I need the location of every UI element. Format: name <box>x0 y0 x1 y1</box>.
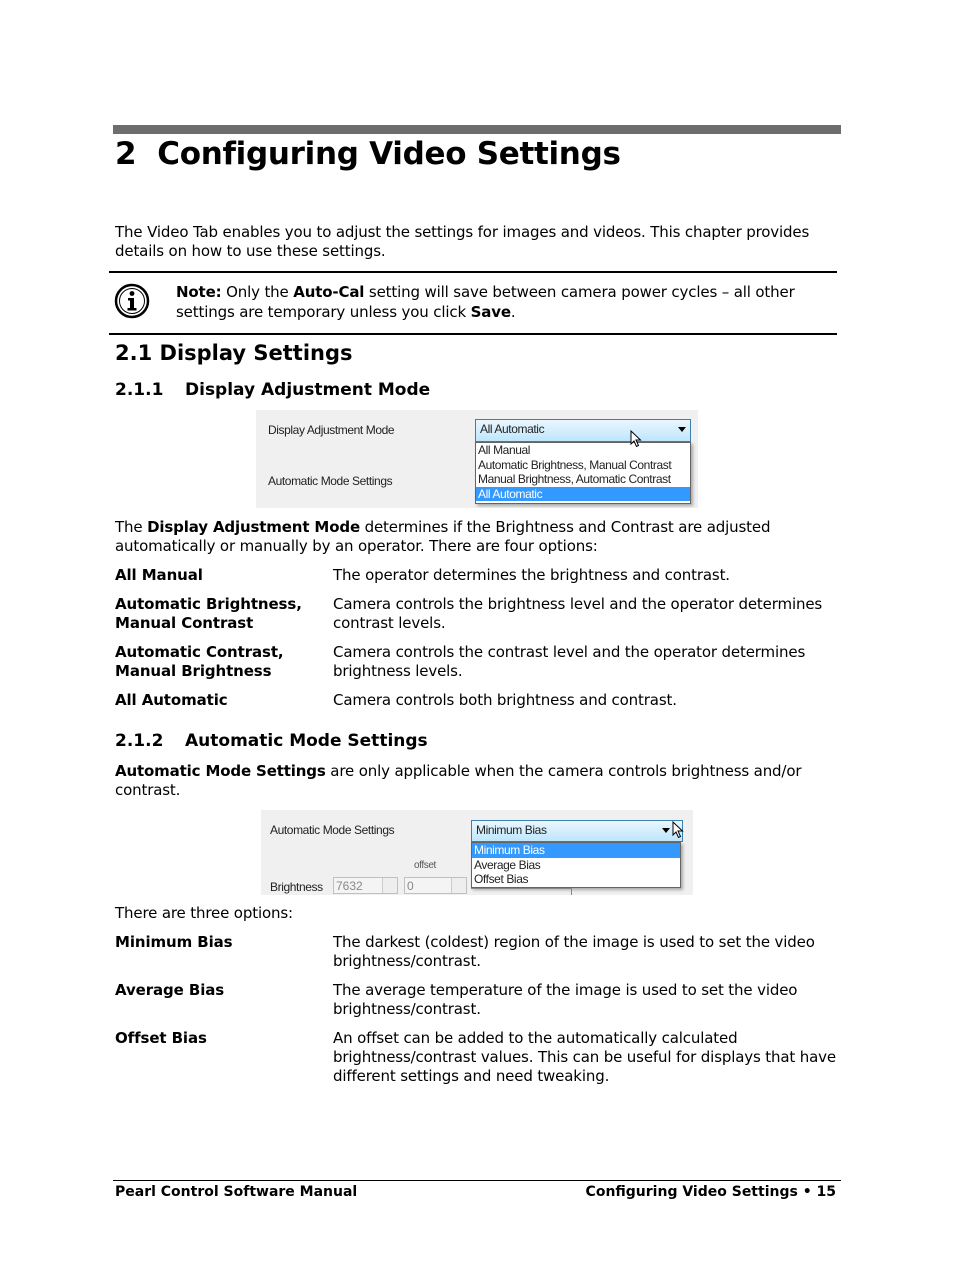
def-auto-brightness: Camera controls the brightness level and the operator determines contrast levels. <box>333 595 823 632</box>
subsection-number: 2.1.1 <box>115 380 164 400</box>
offset-label: offset <box>414 860 436 871</box>
def-auto-contrast: Camera controls the contrast level and the operator determines brightness levels. <box>333 643 806 680</box>
term-all-automatic: All Automatic <box>115 691 228 709</box>
section-heading: 2.1 Display Settings <box>115 341 353 365</box>
offset-stepper[interactable] <box>404 877 467 894</box>
auto-mode-combo[interactable] <box>471 820 683 842</box>
term-minimum-bias: Minimum Bias <box>115 933 233 951</box>
dropdown-option[interactable]: Manual Brightness, Automatic Contrast <box>478 472 671 486</box>
note-label: Note: <box>176 283 222 301</box>
brightness-label: Brightness <box>270 880 323 894</box>
auto-mode-settings-label: Automatic Mode Settings <box>270 823 395 837</box>
term-auto-contrast: Automatic Contrast, Manual Brightness <box>115 643 284 680</box>
footer-manual-title: Pearl Control Software Manual <box>115 1184 358 1200</box>
desc-text-a: The <box>115 518 148 536</box>
spin-arrows-icon[interactable] <box>382 878 397 893</box>
note-text <box>176 282 826 322</box>
def-all-manual: The operator determines the brightness and contrast. <box>333 566 730 584</box>
display-mode-dropdown <box>475 442 691 504</box>
offset-value: 0 <box>407 879 414 893</box>
subsection-number: 2.1.2 <box>115 731 164 751</box>
display-mode-screenshot <box>256 410 698 508</box>
def-all-automatic: Camera controls both brightness and contrast. <box>333 691 677 709</box>
chevron-down-icon[interactable] <box>662 828 670 833</box>
note-text-2: setting will save between camera power cycles – all other settings are temporary unless you click <box>176 283 795 321</box>
note-autocal: Auto-Cal <box>293 283 365 301</box>
dropdown-option-selected[interactable]: All Automatic <box>476 487 690 502</box>
display-mode-combo-value: All Automatic <box>480 422 545 436</box>
auto-mode-label: Automatic Mode Settings <box>268 474 393 488</box>
note-text-1: Only the <box>221 283 294 301</box>
def-average-bias: The average temperature of the image is used to set the video brightness/contrast. <box>333 981 798 1018</box>
dropdown-option[interactable]: Average Bias <box>474 857 541 872</box>
dropdown-option[interactable]: Automatic Brightness, Manual Contrast <box>478 457 672 472</box>
spin-arrows-icon[interactable] <box>451 878 466 893</box>
chapter-rule <box>113 125 841 134</box>
brightness-value: 7632 <box>336 879 363 893</box>
term-offset-bias: Offset Bias <box>115 1029 207 1047</box>
auto-mode-dropdown <box>471 842 681 888</box>
subsection-heading-1 <box>115 380 430 400</box>
brightness-stepper[interactable] <box>333 877 398 894</box>
term-average-bias: Average Bias <box>115 981 225 999</box>
note-text-3: . <box>510 303 516 321</box>
dropdown-option[interactable]: Offset Bias <box>474 872 529 886</box>
footer-rule <box>113 1180 841 1181</box>
auto-mode-combo-value: Minimum Bias <box>476 823 547 837</box>
subsection-title: Display Adjustment Mode <box>185 380 431 400</box>
desc-term: Display Adjustment Mode <box>147 518 360 536</box>
subsection-title: Automatic Mode Settings <box>185 731 428 751</box>
display-mode-label: Display Adjustment Mode <box>268 423 395 437</box>
chevron-down-icon[interactable] <box>678 427 686 432</box>
dropdown-option-selected[interactable]: Minimum Bias <box>472 843 680 858</box>
note-save: Save <box>470 303 511 321</box>
mouse-cursor-icon <box>630 430 642 448</box>
intro-paragraph: The Video Tab enables you to adjust the settings for images and videos. This chapter provides details on how to use these settings. <box>115 223 810 260</box>
options-intro: There are three options: <box>115 904 293 922</box>
footer-page-label: Configuring Video Settings • 15 <box>585 1184 836 1200</box>
subsection-heading-2 <box>115 731 428 751</box>
desc-text-c: are only applicable when the camera controls brightness and/or contrast. <box>115 762 802 799</box>
term-all-manual: All Manual <box>115 566 203 584</box>
mouse-cursor-icon <box>672 821 684 839</box>
def-offset-bias: An offset can be added to the automatically calculated brightness/contrast values. This can be useful for displays that have different settings and need tweaking. <box>333 1029 836 1085</box>
auto-mode-screenshot <box>261 810 693 895</box>
panel-edge <box>471 888 572 895</box>
auto-mode-description <box>115 762 835 800</box>
dropdown-option[interactable]: All Manual <box>478 443 531 457</box>
term-auto-brightness: Automatic Brightness, Manual Contrast <box>115 595 302 632</box>
desc-text-c: determines if the Brightness and Contrast are adjusted automatically or manually by an operator. There are four options: <box>115 518 771 555</box>
display-mode-description <box>115 518 835 556</box>
display-mode-combo[interactable] <box>475 419 691 442</box>
desc-term: Automatic Mode Settings <box>115 762 326 780</box>
chapter-title: 2 Configuring Video Settings <box>115 136 621 172</box>
def-minimum-bias: The darkest (coldest) region of the image is used to set the video brightness/contrast. <box>333 933 815 970</box>
info-icon <box>114 283 150 319</box>
